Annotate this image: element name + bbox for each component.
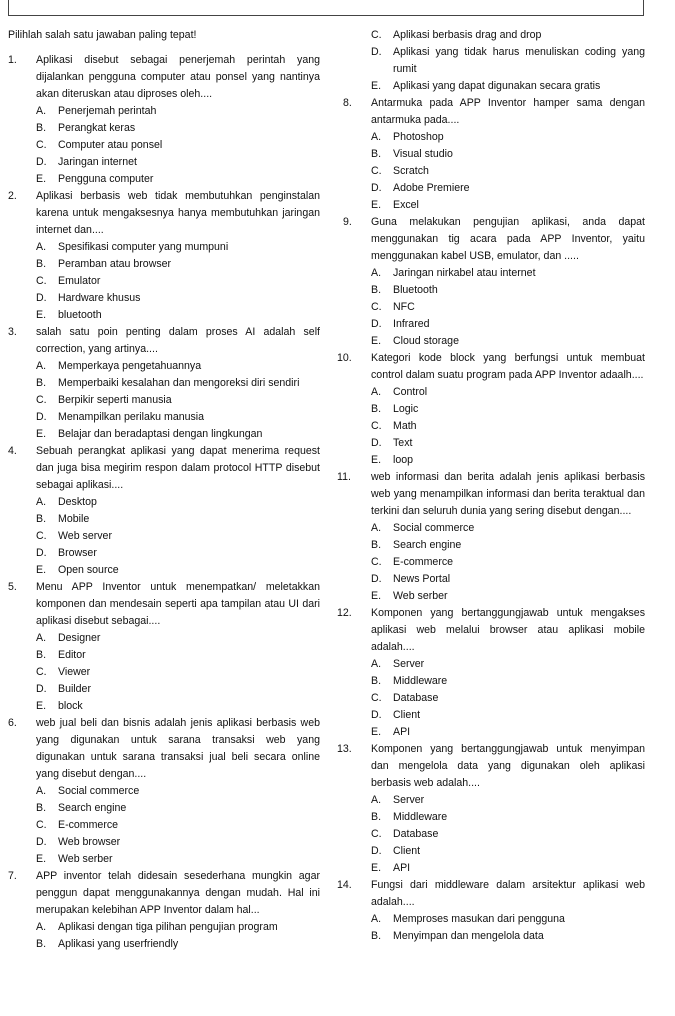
option-letter: C. bbox=[36, 666, 47, 678]
option-letter: B. bbox=[36, 649, 47, 661]
option-3-c[interactable] bbox=[8, 392, 320, 409]
question-10 bbox=[337, 350, 645, 384]
option-11-c[interactable] bbox=[343, 554, 645, 571]
option-13-e[interactable] bbox=[343, 860, 645, 877]
option-10-c[interactable] bbox=[343, 418, 645, 435]
option-text: Cloud storage bbox=[393, 335, 459, 347]
option-letter: D. bbox=[371, 182, 382, 194]
option-text: Excel bbox=[393, 199, 419, 211]
option-14-b[interactable] bbox=[343, 928, 645, 945]
option-8-b[interactable] bbox=[343, 146, 645, 163]
option-text: Perangkat keras bbox=[58, 122, 136, 134]
option-text: NFC bbox=[393, 301, 415, 313]
option-text: Web browser bbox=[58, 836, 121, 848]
option-letter: A. bbox=[371, 267, 382, 279]
header-box bbox=[8, 0, 644, 16]
option-letter: C. bbox=[371, 29, 382, 41]
option-text: Editor bbox=[58, 649, 86, 661]
option-11-e[interactable] bbox=[343, 588, 645, 605]
option-text: Memperbaiki kesalahan dan mengoreksi diri sendiri bbox=[58, 377, 300, 389]
question-number: 2. bbox=[8, 190, 17, 202]
option-7-d[interactable] bbox=[343, 44, 645, 78]
option-text: Aplikasi yang dapat digunakan secara gratis bbox=[393, 80, 601, 92]
option-letter: B. bbox=[371, 403, 382, 415]
option-text: Pengguna computer bbox=[58, 173, 154, 185]
option-letter: A. bbox=[36, 632, 47, 644]
option-letter: E. bbox=[371, 80, 382, 92]
option-text: Aplikasi berbasis drag and drop bbox=[393, 29, 542, 41]
option-letter: E. bbox=[371, 726, 382, 738]
option-text: Jaringan nirkabel atau internet bbox=[393, 267, 536, 279]
option-1-b[interactable] bbox=[8, 120, 320, 137]
option-6-a[interactable] bbox=[8, 783, 320, 800]
left-column bbox=[8, 27, 320, 953]
option-text: Browser bbox=[58, 547, 97, 559]
question-number: 8. bbox=[343, 97, 352, 109]
question-4 bbox=[8, 443, 320, 494]
option-text: Builder bbox=[58, 683, 91, 695]
option-10-d[interactable] bbox=[343, 435, 645, 452]
question-text: salah satu poin penting dalam proses AI adalah self correction, yang artinya.... bbox=[36, 326, 320, 355]
option-3-a[interactable] bbox=[8, 358, 320, 375]
option-2-b[interactable] bbox=[8, 256, 320, 273]
option-letter: C. bbox=[371, 301, 382, 313]
question-1 bbox=[8, 52, 320, 103]
option-8-c[interactable] bbox=[343, 163, 645, 180]
option-text: Desktop bbox=[58, 496, 97, 508]
option-text: Designer bbox=[58, 632, 101, 644]
option-text: Database bbox=[393, 828, 439, 840]
question-number: 3. bbox=[8, 326, 17, 338]
option-4-d[interactable] bbox=[8, 545, 320, 562]
option-letter: B. bbox=[371, 930, 382, 942]
question-text: Komponen yang bertanggungjawab untuk menyimpan dan mengelola data yang digunakan oleh aplikasi berbasis web adalah.... bbox=[371, 743, 645, 789]
question-7 bbox=[8, 868, 320, 919]
question-3 bbox=[8, 324, 320, 358]
option-text: Open source bbox=[58, 564, 119, 576]
option-text: Mobile bbox=[58, 513, 90, 525]
option-9-c[interactable] bbox=[343, 299, 645, 316]
option-text: block bbox=[58, 700, 83, 712]
option-letter: E. bbox=[371, 335, 382, 347]
option-letter: E. bbox=[36, 173, 47, 185]
option-letter: D. bbox=[371, 573, 382, 585]
question-11 bbox=[337, 469, 645, 520]
option-5-a[interactable] bbox=[8, 630, 320, 647]
question-number: 10. bbox=[337, 352, 352, 364]
option-letter: A. bbox=[371, 794, 382, 806]
option-letter: D. bbox=[371, 709, 382, 721]
option-11-b[interactable] bbox=[343, 537, 645, 554]
option-text: Menampilkan perilaku manusia bbox=[58, 411, 205, 423]
question-number: 1. bbox=[8, 54, 17, 66]
option-letter: A. bbox=[371, 131, 382, 143]
option-9-a[interactable] bbox=[343, 265, 645, 282]
option-letter: B. bbox=[36, 938, 47, 950]
option-13-c[interactable] bbox=[343, 826, 645, 843]
question-text: web jual beli dan bisnis adalah jenis aplikasi berbasis web yang digunakan untuk sarana transaksi web yang digunakan untuk sarana transaksi jual beli secara online yang disebut dengan.... bbox=[36, 717, 320, 780]
option-letter: C. bbox=[36, 394, 47, 406]
option-14-a[interactable] bbox=[343, 911, 645, 928]
option-text: Web serber bbox=[393, 590, 448, 602]
question-number: 12. bbox=[337, 607, 352, 619]
option-12-e[interactable] bbox=[343, 724, 645, 741]
option-12-d[interactable] bbox=[343, 707, 645, 724]
option-text: Client bbox=[393, 709, 421, 721]
option-5-d[interactable] bbox=[8, 681, 320, 698]
option-letter: B. bbox=[36, 513, 47, 525]
question-text: web informasi dan berita adalah jenis aplikasi berbasis web yang menampilkan informasi dan berita teraktual dan terkini dan seluruh dunia yang sering disebut dengan.... bbox=[371, 471, 645, 517]
question-text: APP inventor telah didesain sesederhana mungkin agar penggun dapat menggunakannya dengan mudah. Hal ini merupakan kelebihan APP Inventor dalam hal... bbox=[36, 870, 320, 916]
right-column bbox=[337, 27, 645, 945]
question-text: Komponen yang bertanggungjawab untuk mengakses aplikasi web melalui browser atau aplikasi mobile adalah.... bbox=[371, 607, 645, 653]
option-letter: A. bbox=[36, 921, 47, 933]
option-text: Memproses masukan dari pengguna bbox=[393, 913, 565, 925]
option-text: Computer atau ponsel bbox=[58, 139, 163, 151]
option-text: Logic bbox=[393, 403, 419, 415]
option-letter: D. bbox=[36, 836, 47, 848]
option-text: Emulator bbox=[58, 275, 101, 287]
option-letter: B. bbox=[371, 811, 382, 823]
option-9-d[interactable] bbox=[343, 316, 645, 333]
question-8 bbox=[343, 95, 645, 129]
option-text: bluetooth bbox=[58, 309, 102, 321]
option-letter: E. bbox=[36, 309, 47, 321]
option-letter: A. bbox=[36, 241, 47, 253]
option-7-c[interactable] bbox=[343, 27, 645, 44]
option-text: Viewer bbox=[58, 666, 91, 678]
option-letter: D. bbox=[371, 318, 382, 330]
option-letter: C. bbox=[36, 275, 47, 287]
option-text: Adobe Premiere bbox=[393, 182, 470, 194]
option-letter: C. bbox=[371, 420, 382, 432]
option-text: Peramban atau browser bbox=[58, 258, 172, 270]
option-text: Middleware bbox=[393, 675, 448, 687]
option-letter: C. bbox=[371, 556, 382, 568]
question-9 bbox=[343, 214, 645, 265]
option-letter: A. bbox=[36, 360, 47, 372]
option-text: Text bbox=[393, 437, 413, 449]
option-text: Control bbox=[393, 386, 428, 398]
option-text: Social commerce bbox=[393, 522, 475, 534]
option-letter: B. bbox=[36, 122, 47, 134]
option-4-e[interactable] bbox=[8, 562, 320, 579]
question-text: Menu APP Inventor untuk menempatkan/ meletakkan komponen dan mendesain seperti apa tampilan atau UI dari aplikasi disebut sebagai.... bbox=[36, 581, 320, 627]
option-letter: A. bbox=[371, 658, 382, 670]
option-text: Server bbox=[393, 794, 425, 806]
option-letter: A. bbox=[371, 913, 382, 925]
option-7-b[interactable] bbox=[8, 936, 320, 953]
option-letter: B. bbox=[371, 284, 382, 296]
option-letter: D. bbox=[36, 683, 47, 695]
option-letter: A. bbox=[36, 105, 47, 117]
option-text: Web serber bbox=[58, 853, 113, 865]
option-letter: D. bbox=[36, 292, 47, 304]
option-text: E-commerce bbox=[393, 556, 454, 568]
option-2-e[interactable] bbox=[8, 307, 320, 324]
option-letter: C. bbox=[36, 819, 47, 831]
option-letter: E. bbox=[371, 862, 382, 874]
option-6-b[interactable] bbox=[8, 800, 320, 817]
option-letter: E. bbox=[371, 590, 382, 602]
question-number: 11. bbox=[337, 471, 351, 483]
option-text: loop bbox=[393, 454, 414, 466]
option-letter: D. bbox=[371, 437, 382, 449]
option-12-c[interactable] bbox=[343, 690, 645, 707]
option-6-e[interactable] bbox=[8, 851, 320, 868]
option-10-a[interactable] bbox=[343, 384, 645, 401]
option-3-b[interactable] bbox=[8, 375, 320, 392]
option-text: Aplikasi yang userfriendly bbox=[58, 938, 179, 950]
option-letter: D. bbox=[36, 411, 47, 423]
option-letter: B. bbox=[36, 802, 47, 814]
option-9-b[interactable] bbox=[343, 282, 645, 299]
option-1-c[interactable] bbox=[8, 137, 320, 154]
option-text: E-commerce bbox=[58, 819, 119, 831]
question-number: 6. bbox=[8, 717, 17, 729]
option-3-e[interactable] bbox=[8, 426, 320, 443]
option-letter: A. bbox=[371, 522, 382, 534]
option-7-e[interactable] bbox=[343, 78, 645, 95]
option-text: Berpikir seperti manusia bbox=[58, 394, 172, 406]
question-13 bbox=[337, 741, 645, 792]
question-number: 13. bbox=[337, 743, 352, 755]
option-text: Photoshop bbox=[393, 131, 444, 143]
option-letter: A. bbox=[36, 496, 47, 508]
question-number: 4. bbox=[8, 445, 17, 457]
option-text: Social commerce bbox=[58, 785, 140, 797]
option-4-a[interactable] bbox=[8, 494, 320, 511]
option-letter: E. bbox=[371, 199, 382, 211]
option-9-e[interactable] bbox=[343, 333, 645, 350]
option-letter: E. bbox=[36, 700, 47, 712]
option-text: News Portal bbox=[393, 573, 451, 585]
option-10-b[interactable] bbox=[343, 401, 645, 418]
option-letter: E. bbox=[371, 454, 382, 466]
option-13-b[interactable] bbox=[343, 809, 645, 826]
option-text: Aplikasi yang tidak harus menuliskan coding yang rumit bbox=[393, 46, 645, 75]
option-text: Memperkaya pengetahuannya bbox=[58, 360, 202, 372]
option-letter: D. bbox=[371, 845, 382, 857]
option-letter: B. bbox=[371, 539, 382, 551]
option-text: Search engine bbox=[58, 802, 127, 814]
instruction: Pilihlah salah satu jawaban paling tepat! bbox=[8, 29, 197, 41]
option-letter: D. bbox=[371, 46, 382, 58]
question-text: Sebuah perangkat aplikasi yang dapat menerima request dan juga bisa megirim respon dalam protocol HTTP disebut sebagai aplikasi.... bbox=[36, 445, 320, 491]
option-letter: E. bbox=[36, 428, 47, 440]
option-text: API bbox=[393, 862, 411, 874]
question-text: Guna melakukan pengujian aplikasi, anda dapat menggunakan tig acara pada APP Inventor, yaitu menggunakan kabel USB, emulator, dan ..... bbox=[371, 216, 645, 262]
option-letter: C. bbox=[36, 530, 47, 542]
option-5-b[interactable] bbox=[8, 647, 320, 664]
question-12 bbox=[337, 605, 645, 656]
option-1-d[interactable] bbox=[8, 154, 320, 171]
option-5-c[interactable] bbox=[8, 664, 320, 681]
option-letter: B. bbox=[371, 675, 382, 687]
question-text: Antarmuka pada APP Inventor hamper sama dengan antarmuka pada.... bbox=[371, 97, 645, 126]
option-5-e[interactable] bbox=[8, 698, 320, 715]
option-letter: D. bbox=[36, 156, 47, 168]
option-text: Spesifikasi computer yang mumpuni bbox=[58, 241, 229, 253]
option-text: Bluetooth bbox=[393, 284, 438, 296]
option-letter: C. bbox=[371, 165, 382, 177]
question-text: Aplikasi disebut sebagai penerjemah perintah yang dijalankan pengguna computer atau ponsel yang nantinya akan diteruskan atau diproses oleh.... bbox=[36, 54, 320, 100]
option-text: Middleware bbox=[393, 811, 448, 823]
option-8-d[interactable] bbox=[343, 180, 645, 197]
option-13-d[interactable] bbox=[343, 843, 645, 860]
option-text: Scratch bbox=[393, 165, 429, 177]
option-8-a[interactable] bbox=[343, 129, 645, 146]
option-11-d[interactable] bbox=[343, 571, 645, 588]
option-text: Server bbox=[393, 658, 425, 670]
option-text: Web server bbox=[58, 530, 112, 542]
option-text: Database bbox=[393, 692, 439, 704]
question-2 bbox=[8, 188, 320, 239]
option-letter: E. bbox=[36, 853, 47, 865]
option-letter: A. bbox=[36, 785, 47, 797]
option-text: Visual studio bbox=[393, 148, 453, 160]
option-text: Hardware khusus bbox=[58, 292, 141, 304]
option-13-a[interactable] bbox=[343, 792, 645, 809]
option-text: Client bbox=[393, 845, 421, 857]
option-letter: D. bbox=[36, 547, 47, 559]
option-text: Infrared bbox=[393, 318, 430, 330]
option-letter: B. bbox=[36, 377, 47, 389]
question-number: 7. bbox=[8, 870, 17, 882]
option-1-a[interactable] bbox=[8, 103, 320, 120]
option-12-a[interactable] bbox=[343, 656, 645, 673]
option-6-d[interactable] bbox=[8, 834, 320, 851]
option-3-d[interactable] bbox=[8, 409, 320, 426]
option-letter: A. bbox=[371, 386, 382, 398]
option-letter: C. bbox=[371, 692, 382, 704]
option-4-b[interactable] bbox=[8, 511, 320, 528]
question-number: 9. bbox=[343, 216, 352, 228]
option-text: Belajar dan beradaptasi dengan lingkungan bbox=[58, 428, 263, 440]
question-text: Fungsi dari middleware dalam arsitektur aplikasi web adalah.... bbox=[371, 879, 645, 908]
option-4-c[interactable] bbox=[8, 528, 320, 545]
option-text: API bbox=[393, 726, 411, 738]
option-letter: C. bbox=[36, 139, 47, 151]
option-6-c[interactable] bbox=[8, 817, 320, 834]
option-11-a[interactable] bbox=[343, 520, 645, 537]
question-5 bbox=[8, 579, 320, 630]
question-14 bbox=[337, 877, 645, 911]
option-2-d[interactable] bbox=[8, 290, 320, 307]
option-text: Aplikasi dengan tiga pilihan pengujian program bbox=[58, 921, 278, 933]
option-12-b[interactable] bbox=[343, 673, 645, 690]
option-text: Penerjemah perintah bbox=[58, 105, 157, 117]
question-number: 14. bbox=[337, 879, 352, 891]
option-letter: E. bbox=[36, 564, 47, 576]
option-1-e[interactable] bbox=[8, 171, 320, 188]
option-text: Search engine bbox=[393, 539, 462, 551]
question-text: Aplikasi berbasis web tidak membutuhkan penginstalan karena untuk mengaksesnya hanya membutuhkan jaringan internet dan.... bbox=[36, 190, 320, 236]
option-10-e[interactable] bbox=[343, 452, 645, 469]
question-6 bbox=[8, 715, 320, 783]
question-text: Kategori kode block yang berfungsi untuk membuat control dalam suatu program pada APP Inventor adaalh.... bbox=[371, 352, 645, 381]
option-letter: C. bbox=[371, 828, 382, 840]
option-text: Math bbox=[393, 420, 417, 432]
option-8-e[interactable] bbox=[343, 197, 645, 214]
option-text: Jaringan internet bbox=[58, 156, 137, 168]
option-2-a[interactable] bbox=[8, 239, 320, 256]
option-2-c[interactable] bbox=[8, 273, 320, 290]
option-letter: B. bbox=[36, 258, 47, 270]
option-text: Menyimpan dan mengelola data bbox=[393, 930, 544, 942]
option-letter: B. bbox=[371, 148, 382, 160]
question-number: 5. bbox=[8, 581, 17, 593]
option-7-a[interactable] bbox=[8, 919, 320, 936]
